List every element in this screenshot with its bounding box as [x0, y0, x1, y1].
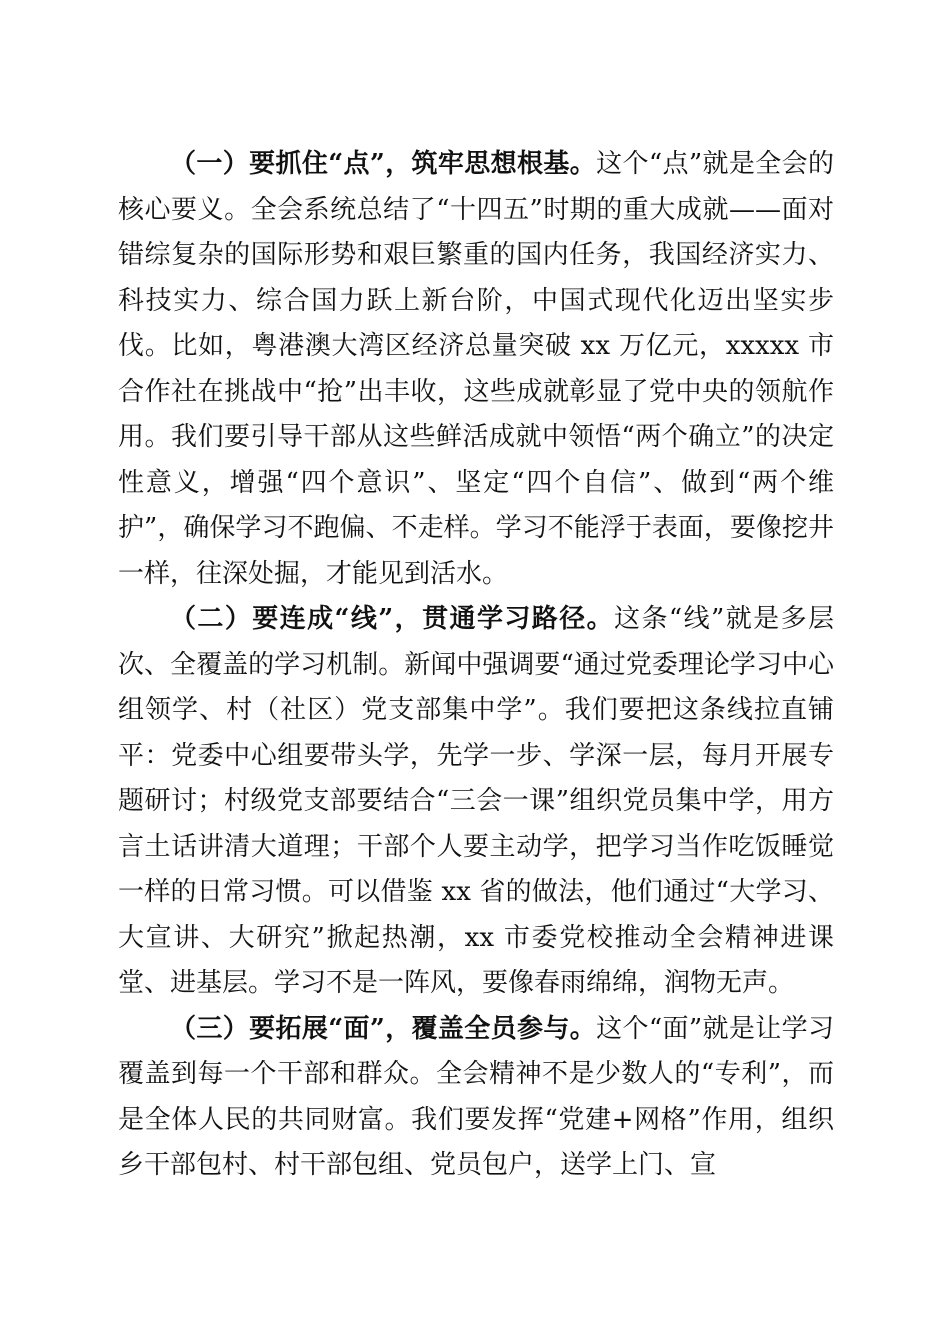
paragraph-heading: （三）要拓展“面”，覆盖全员参与。: [170, 1013, 597, 1044]
paragraph-text: 这个“面”就是让学习覆盖到每一个干部和群众。全会精神不是少数人的“专利”，而是全体人民的共同财富。我们要发挥“党建+网格”作用，组织乡干部包村、村干部包组、党员包户，送学上门、宣: [118, 1013, 834, 1180]
paragraph-text: 这个“点”就是全会的核心要义。全会系统总结了“十四五”时期的重大成就——面对错综复杂的国际形势和艰巨繁重的国内任务，我国经济实力、科技实力、综合国力跃上新台阶，中国式现代化迈出坚实步伐。比如，粤港澳大湾区经济总量突破 xx 万亿元，xxxxx 市合作社在挑战中“抢”出丰收，这些成就彰显了党中央的领航作用。我们要引导干部从这些鲜活成就中领悟“两个确立”的决定性意义，增强“四个意识”、坚定“四个自信”、做到“两个维护”，确保学习不跑偏、不走样。学习不能浮于表面，要像挖井一样，往深处掘，才能见到活水。: [118, 149, 834, 589]
paragraph-heading: （一）要抓住“点”，筑牢思想根基。: [170, 149, 597, 179]
document-body: [118, 142, 834, 1189]
paragraph-line: [118, 597, 834, 1007]
paragraph-text: 这条“线”就是多层次、全覆盖的学习机制。新闻中强调要“通过党委理论学习中心组领学、村（社区）党支部集中学”。我们要把这条线拉直铺平：党委中心组要带头学，先学一步、学深一层，每月开展专题研讨；村级党支部要结合“三会一课”组织党员集中学，用方言土话讲清大道理；干部个人要主动学，把学习当作吃饭睡觉一样的日常习惯。可以借鉴 xx 省的做法，他们通过“大学习、大宣讲、大研究”掀起热潮，xx 市委党校推动全会精神进课堂、进基层。学习不是一阵风，要像春雨绵绵，润物无声。: [118, 604, 834, 998]
paragraph-surface: [118, 1007, 834, 1189]
paragraph-point: [118, 142, 834, 597]
paragraph-heading: （二）要连成“线”，贯通学习路径。: [170, 604, 615, 634]
